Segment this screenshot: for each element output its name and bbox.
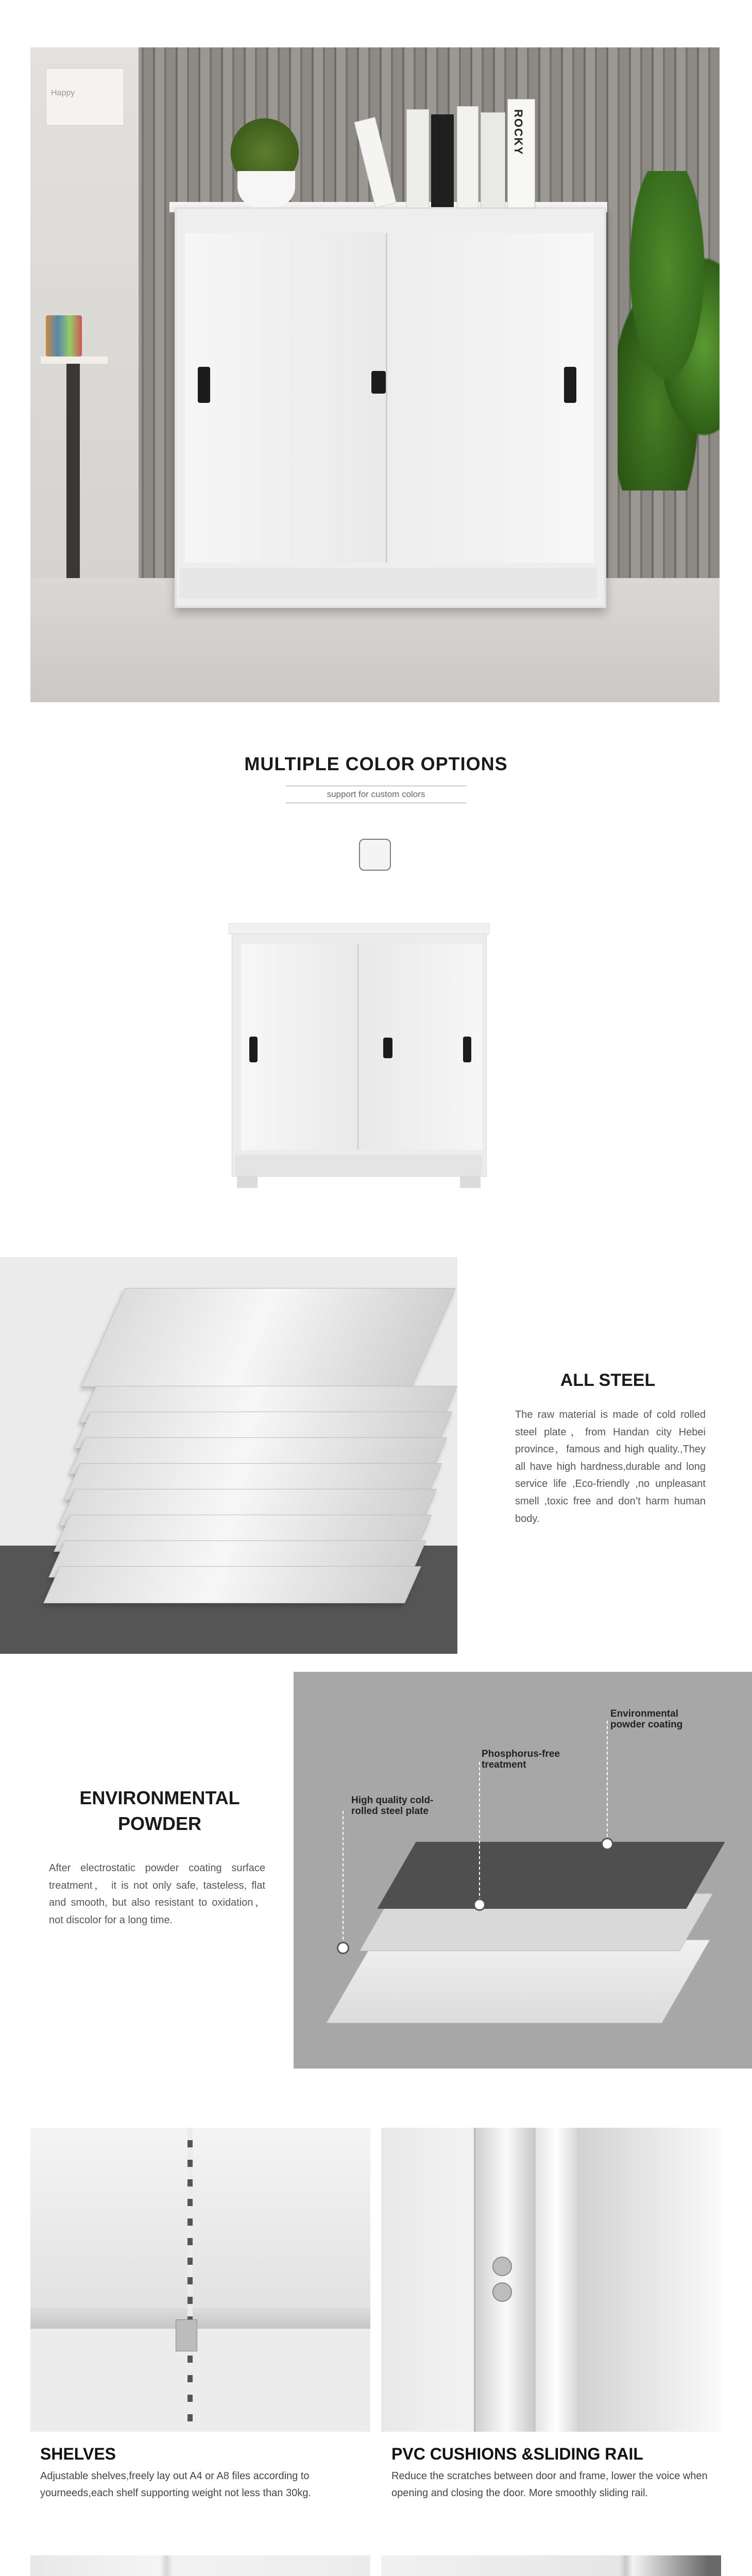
coating-layers-diagram: [294, 1672, 752, 2069]
shelf-plank: [30, 2308, 370, 2329]
leader-line: [479, 1762, 480, 1901]
label-text: Environmental: [610, 1708, 678, 1719]
steel-sheet: [81, 1288, 455, 1387]
rail-roller: [492, 2257, 512, 2276]
cabinet-product-photo: [229, 923, 489, 1191]
book: [457, 106, 478, 208]
sliding-rail-channel: [536, 2128, 577, 2432]
layer-powder-coating: [377, 1842, 725, 1909]
cabinet-handle-left: [249, 1037, 258, 1062]
color-options-title: MULTIPLE COLOR OPTIONS: [244, 753, 508, 774]
hero-left-wall: [30, 47, 139, 578]
environmental-title: [57, 1785, 263, 1837]
cabinet-lock: [383, 1038, 392, 1058]
book: [406, 109, 429, 208]
side-desk: [41, 357, 108, 364]
side-desk-leg: [66, 364, 80, 580]
leader-line: [607, 1721, 608, 1842]
cabinet-door-closeup: [381, 2555, 721, 2576]
leader-dot: [601, 1838, 613, 1850]
potted-plant-leaves: [221, 109, 309, 181]
sliding-rail-photo: [381, 2128, 721, 2432]
all-steel-description: The raw material is made of cold rolled steel plate，from Handan city Hebei province，famous and high quality.,They all have high hardness,durable and long service life ,Eco-friendly ,no unpleasant smell ,toxic free and don’t harm human body.: [515, 1409, 706, 1524]
leader-dot: [337, 1942, 349, 1954]
shelves-title: SHELVES: [40, 2445, 116, 2463]
cabinet-handle-right: [463, 1037, 471, 1062]
wall-poster-text: Happy: [51, 89, 75, 97]
environmental-title-line2: POWDER: [118, 1813, 201, 1835]
cabinet-foot: [237, 1176, 258, 1188]
all-steel-title: ALL STEEL: [560, 1370, 656, 1390]
cabinet-door-right: [386, 233, 593, 563]
cabinet-base: [235, 1155, 482, 1176]
cabinet-handle-left: [198, 367, 210, 403]
cabinet-top: [229, 923, 490, 935]
environmental-description: After electrostatic powder coating surface treatment， it is not only safe, tasteless, flat and smooth, but also resistant to oxidation，not discolor for a long time.: [49, 1862, 265, 1926]
sliding-rail-channel: [474, 2128, 539, 2432]
label-powder-coating: [610, 1709, 682, 1731]
cabinet-door-left: [185, 233, 392, 563]
label-text: Phosphorus-free: [482, 1749, 560, 1759]
pencil-holder: [46, 315, 82, 357]
plastic-handle-photo: [381, 2555, 721, 2576]
book: [431, 114, 454, 207]
label-text: rolled steel plate: [351, 1805, 429, 1817]
book-stack: [365, 99, 551, 207]
cabinet-lock: [371, 371, 386, 394]
leader-dot: [473, 1899, 486, 1911]
layer-steel-plate: [326, 1940, 710, 2023]
shelves-photo: [30, 2128, 370, 2432]
cabinet-door-closeup: [30, 2555, 370, 2576]
cabinet-door-left: [241, 944, 371, 1150]
shelves-description: Adjustable shelves,freely lay out A4 or A8 files according to yourneeds,each shelf supporting weight not less than 30kg.: [40, 2470, 311, 2499]
color-swatch-white[interactable]: [359, 839, 391, 871]
sliding-rail-title: PVC CUSHIONS &SLIDING RAIL: [391, 2445, 643, 2463]
cabinet-interior-lower: [30, 2329, 370, 2432]
cabinet-interior: [30, 2128, 370, 2308]
steel-sheet: [43, 1566, 421, 1603]
cabinet-handle-right: [564, 367, 576, 403]
book-spine-label: ROCKY: [512, 109, 525, 156]
label-text: powder coating: [610, 1719, 683, 1730]
cabinet-base: [180, 568, 597, 599]
potted-plant-pot: [237, 171, 295, 207]
book: [481, 112, 505, 208]
color-options-subtitle: support for custom colors: [286, 786, 466, 803]
floor-plant: [618, 171, 720, 490]
shelf-bracket: [176, 2319, 197, 2351]
sliding-rail-description: Reduce the scratches between door and frame, lower the voice when opening and closing the door. More smoothly sliding rail.: [391, 2470, 708, 2499]
shelf-slots: [187, 2128, 193, 2432]
label-text: High quality cold-: [351, 1795, 434, 1806]
steel-sheets-photo: [0, 1257, 457, 1654]
environmental-title-line1: ENVIRONMENTAL: [79, 1787, 240, 1808]
hero-photo: [30, 47, 720, 702]
label-phosphorus-free: [482, 1749, 560, 1771]
label-text: treatment: [482, 1759, 526, 1770]
cabinet-foot: [460, 1176, 481, 1188]
leader-line: [343, 1811, 344, 1945]
rail-roller: [492, 2282, 512, 2302]
lock-key-photo: [30, 2555, 370, 2576]
label-steel-plate: [351, 1795, 433, 1817]
